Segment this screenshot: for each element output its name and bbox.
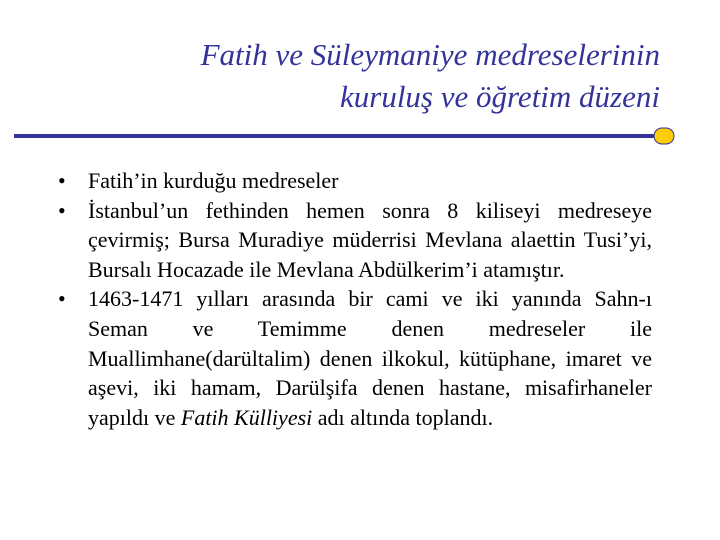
bullet-dot: • [58,168,66,193]
bullet-item [58,166,652,196]
bullet-text: Fatih’in kurduğu medreseler [88,168,339,193]
rule-end-cap [654,128,674,144]
bullet-text-end: adı altında toplandı. [317,404,494,430]
bullet-dot: • [58,197,66,223]
title-underline-rule [0,116,720,156]
bullet-item [58,284,652,432]
bullet-text: 1463-1471 yılları arasında bir cami ve iki yanında Sahn-ı Seman ve Temimme denen medreseler ile Muallimhane(darültalim) denen ilkokul, kütüphane, imaret ve aşevi, iki hamam, Darülşifa denen hastane, misafirhaneler yapıldı ve [88,286,652,430]
bullet-text: İstanbul’un fethinden hemen sonra 8 kiliseyi medreseye çevirmiş; Bursa Muradiye müderrisi Mevlana alaettin Tusi’yi, Bursalı Hocazade ile Mevlana Abdülkerim’i atamıştır. [88,197,652,282]
bullet-dot: • [58,286,66,312]
bullet-list [58,166,652,432]
slide-title [60,34,660,118]
title-line-1: Fatih ve Süleymaniye medreselerinin [200,37,660,72]
bullet-italic-text: Fatih Külliyesi [180,404,313,430]
bullet-item [58,196,652,285]
title-line-2: kuruluş ve öğretim düzeni [340,79,660,114]
